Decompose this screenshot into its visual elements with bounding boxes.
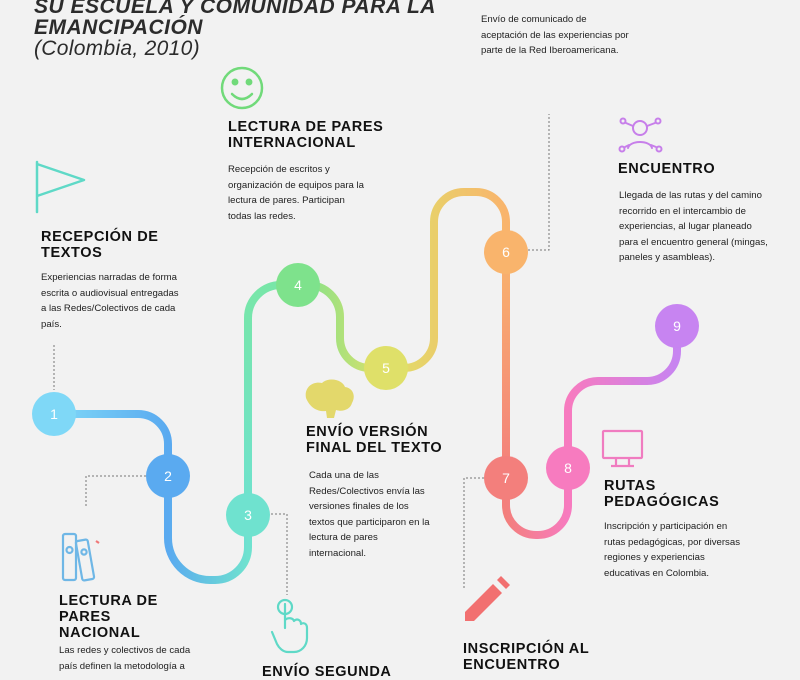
connector-3 xyxy=(271,514,287,595)
step-7-title: INSCRIPCIÓN AL ENCUENTRO xyxy=(463,641,590,673)
step-1-title: RECEPCIÓN DE TEXTOS xyxy=(41,229,159,261)
step-node-label-8: 8 xyxy=(564,460,572,476)
step-2-title: LECTURA DE PARES NACIONAL xyxy=(59,593,158,641)
step-4-description: Recepción de escritos y organización de equipos para la lectura de pares. Participan todas las redes. xyxy=(228,164,365,222)
step-node-label-9: 9 xyxy=(673,318,681,334)
title-line-3: (Colombia, 2010) xyxy=(34,37,200,60)
smiley-icon xyxy=(222,68,262,108)
step-2-description: Las redes y colectivos de cada país definen la metodología a xyxy=(59,645,191,672)
step-node-label-4: 4 xyxy=(294,277,302,293)
step-5-description: Cada una de las Redes/Colectivos envía las versiones finales de los textos que participaron en la lectura de pares internacional. xyxy=(309,470,430,559)
brain-icon xyxy=(306,380,354,418)
step-node-label-7: 7 xyxy=(502,470,510,486)
step-8-description: Inscripción y participación en rutas pedagógicas, por diversas regiones y experiencias educativas en Colombia. xyxy=(604,521,740,579)
connector-6 xyxy=(528,114,549,250)
title-line-2: EMANCIPACIÓN xyxy=(34,16,203,39)
connector-7 xyxy=(464,478,484,590)
binders-icon xyxy=(63,534,99,581)
path-3-4 xyxy=(248,285,298,515)
step-9-description: Llegada de las rutas y del camino recorrido en el intercambio de experiencias, al lugar planeado para el encuentro general (mingas, paneles y asambleas). xyxy=(619,190,768,263)
step-4-title: LECTURA DE PARES INTERNACIONAL xyxy=(228,119,384,151)
step-node-label-3: 3 xyxy=(244,507,252,523)
connector-2 xyxy=(86,476,146,506)
step-node-label-1: 1 xyxy=(50,406,58,422)
step-1-description: Experiencias narradas de forma escrita o audiovisual entregadas a las Redes/Colectivos de cada país. xyxy=(41,272,179,330)
step-node-label-2: 2 xyxy=(164,468,172,484)
flag-icon xyxy=(37,162,84,212)
step-5-title: ENVÍO VERSIÓN FINAL DEL TEXTO xyxy=(306,424,443,456)
hand-touch-icon xyxy=(272,600,307,652)
pencil-icon xyxy=(465,576,510,621)
path-8-9 xyxy=(568,326,677,468)
step-9-title: ENCUENTRO xyxy=(618,161,716,177)
step-node-label-6: 6 xyxy=(502,244,510,260)
step-6-description: Envío de comunicado de aceptación de las experiencias por parte de la Red Iberoamericana. xyxy=(481,14,629,56)
step-8-title: RUTAS PEDAGÓGICAS xyxy=(604,478,720,510)
step-3-title: ENVÍO SEGUNDA xyxy=(262,664,392,680)
step-node-label-5: 5 xyxy=(382,360,390,376)
monitor-icon xyxy=(603,431,642,466)
network-people-icon xyxy=(620,119,662,152)
title-line-1: SU ESCUELA Y COMUNIDAD PARA LA xyxy=(34,0,436,18)
path-5-6 xyxy=(386,192,506,368)
